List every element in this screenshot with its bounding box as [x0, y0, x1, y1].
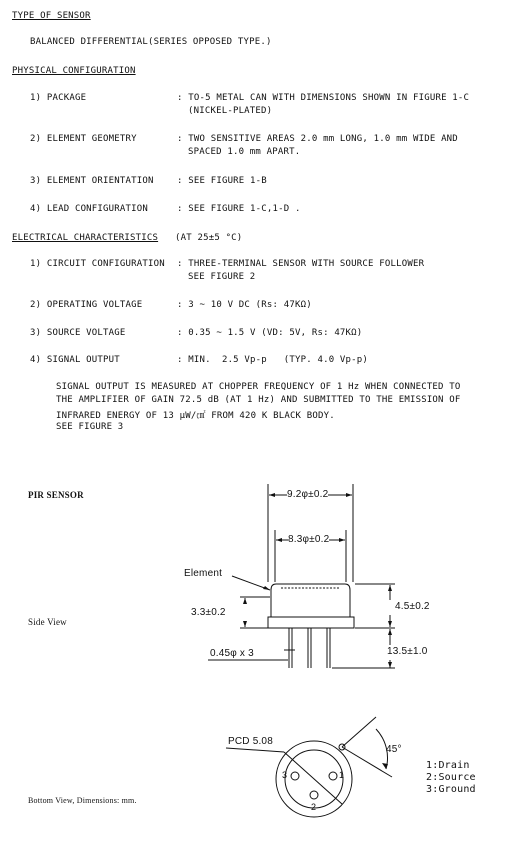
physical-configuration-heading: PHYSICAL CONFIGURATION	[12, 66, 136, 76]
signal-note-line: THE AMPLIFIER OF GAIN 72.5 dB (AT 1 Hz) AND SUBMITTED TO THE EMISSION OF	[56, 395, 461, 405]
electrical-item-value: : 0.35 ~ 1.5 V (VD: 5V, Rs: 47KΩ)	[177, 328, 363, 338]
element-label: Element	[184, 568, 223, 579]
signal-note-line: SEE FIGURE 3	[56, 422, 124, 432]
pin-3-label: 3	[282, 770, 288, 780]
physical-item-label: 4) LEAD CONFIGURATION	[30, 204, 148, 214]
physical-item-label: 2) ELEMENT GEOMETRY	[30, 134, 137, 144]
electrical-item-value: : THREE-TERMINAL SENSOR WITH SOURCE FOLLOWER	[177, 259, 425, 269]
electrical-characteristics-heading: ELECTRICAL CHARACTERISTICS	[12, 233, 159, 243]
physical-item-label: 3) ELEMENT ORIENTATION	[30, 176, 154, 186]
window-height-dimension: 3.3±0.2	[191, 607, 226, 618]
outer-diameter-dimension: 9.2φ±0.2	[287, 489, 329, 500]
electrical-item-value-cont: SEE FIGURE 2	[188, 272, 256, 282]
pin-1-label: 1	[339, 770, 345, 780]
physical-item-label: 1) PACKAGE	[30, 93, 87, 103]
electrical-item-label: 3) SOURCE VOLTAGE	[30, 328, 126, 338]
signal-note-line: INFRARED ENERGY OF 13 μW/㎠ FROM 420 K BLACK BODY.	[56, 411, 335, 421]
electrical-condition: (AT 25±5 °C)	[175, 233, 243, 243]
pin-legend-item: 2:Source	[426, 772, 476, 783]
pin-2-label: 2	[311, 802, 317, 812]
body-height-dimension: 4.5±0.2	[395, 601, 430, 612]
type-of-sensor-heading: TYPE OF SENSOR	[12, 11, 91, 21]
electrical-item-label: 2) OPERATING VOLTAGE	[30, 300, 143, 310]
pin-legend-item: 3:Ground	[426, 784, 476, 795]
pir-sensor-title: PIR SENSOR	[28, 490, 84, 500]
type-of-sensor-value: BALANCED DIFFERENTIAL(SERIES OPPOSED TYPE.)	[30, 37, 272, 47]
lead-diameter-dimension: 0.45φ x 3	[210, 648, 254, 659]
inner-diameter-dimension: 8.3φ±0.2	[288, 534, 330, 545]
signal-note-line: SIGNAL OUTPUT IS MEASURED AT CHOPPER FREQUENCY OF 1 Hz WHEN CONNECTED TO	[56, 382, 461, 392]
angle-dimension: 45°	[386, 744, 402, 755]
physical-item-value: : SEE FIGURE 1-C,1-D .	[177, 204, 301, 214]
physical-item-value-cont: SPACED 1.0 mm APART.	[188, 147, 301, 157]
side-view-label: Side View	[28, 617, 67, 627]
pin-legend-item: 1:Drain	[426, 760, 470, 771]
electrical-item-value: : MIN. 2.5 Vp-p (TYP. 4.0 Vp-p)	[177, 355, 369, 365]
physical-item-value: : SEE FIGURE 1-B	[177, 176, 267, 186]
physical-item-value-cont: (NICKEL-PLATED)	[188, 106, 273, 116]
electrical-item-label: 1) CIRCUIT CONFIGURATION	[30, 259, 165, 269]
electrical-item-value: : 3 ~ 10 V DC (Rs: 47KΩ)	[177, 300, 312, 310]
lead-length-dimension: 13.5±1.0	[387, 646, 428, 657]
physical-item-value: : TWO SENSITIVE AREAS 2.0 mm LONG, 1.0 mm WIDE AND	[177, 134, 458, 144]
physical-item-value: : TO-5 METAL CAN WITH DIMENSIONS SHOWN IN FIGURE 1-C	[177, 93, 470, 103]
electrical-item-label: 4) SIGNAL OUTPUT	[30, 355, 120, 365]
bottom-view-label: Bottom View, Dimensions: mm.	[28, 796, 137, 805]
pcd-dimension: PCD 5.08	[228, 736, 273, 747]
